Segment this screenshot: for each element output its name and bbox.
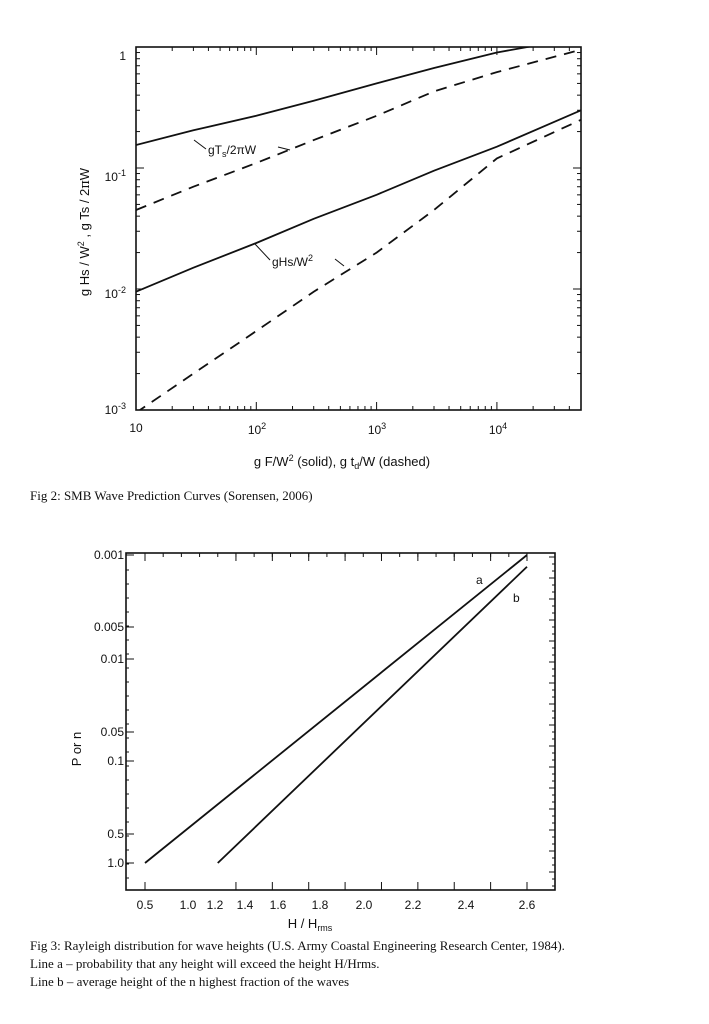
y-tick-label: 1.0 [107, 856, 124, 870]
x-tick-label: 1.4 [236, 898, 254, 912]
x-tick-label: 1.6 [269, 898, 287, 912]
fig3-caption-line: Line b – average height of the n highest fraction of the waves [30, 974, 350, 989]
x-axis-label: H / $H_{rms}$ [287, 916, 333, 933]
y-tick-label: 0.05 [100, 725, 124, 739]
x-tick-label: $10^4$ [488, 421, 508, 437]
fig3-caption-line: Line a – probability that any height will exceed the height H/Hrms. [30, 956, 380, 971]
series-line-a [145, 555, 527, 863]
y-tick-label: $10^{-2}$ [104, 285, 126, 301]
line-label-b: b [513, 591, 520, 605]
series-line-0 [136, 37, 581, 145]
y-tick-label: 0.5 [107, 827, 124, 841]
y-tick-label: 0.001 [93, 548, 124, 562]
x-tick-label: 2.0 [355, 898, 373, 912]
series-line-b [218, 567, 527, 863]
plot-frame [136, 47, 581, 410]
fig2-caption: Fig 2: SMB Wave Prediction Curves (Sorensen, 2006) [30, 488, 313, 503]
y-tick-label: 0.01 [100, 652, 124, 666]
x-tick-label: 1.0 [179, 898, 197, 912]
rayleigh-chart [0, 530, 709, 960]
y-tick-label: 0.005 [93, 620, 124, 634]
curves [136, 37, 581, 412]
y-axis-label: P or n [69, 731, 84, 767]
line-label-a: a [476, 573, 483, 587]
x-tick-label: 1.2 [206, 898, 224, 912]
x-tick-label: 2.2 [404, 898, 422, 912]
x-tick-label: $10^3$ [367, 421, 387, 437]
x-tick-label: 10 [129, 421, 143, 435]
plot-frame [126, 553, 555, 890]
y-tick-label: 0.1 [107, 754, 124, 768]
minor-ticks [136, 47, 581, 410]
x-tick-label: 0.5 [136, 898, 154, 912]
x-tick-label: 2.4 [457, 898, 475, 912]
fig3-caption-line: Fig 3: Rayleigh distribution for wave heights (U.S. Army Coastal Engineering Research Center, 1984). [30, 938, 565, 953]
y-tick-label: $10^{-3}$ [104, 401, 126, 417]
series-line-3 [136, 120, 581, 413]
y-tick-label: $10^{-1}$ [104, 168, 126, 184]
tick-marks [126, 553, 555, 890]
smb-wave-chart [0, 0, 709, 510]
y-tick-label: 1 [119, 49, 126, 63]
fig3-caption [30, 937, 565, 991]
series-line-1 [136, 50, 581, 210]
y-axis-label: g Hs / $W^2$ , g Ts / 2πW [76, 167, 93, 297]
annotation-arrow-height [335, 259, 344, 266]
annotation-height-label: gHs/$W^2$ [272, 253, 314, 269]
annotation-arrow-period [278, 147, 290, 150]
x-tick-label: 1.8 [311, 898, 329, 912]
annotation-leader-period [194, 140, 206, 149]
x-tick-label: 2.6 [518, 898, 536, 912]
x-axis-label: g $F/W^2$ (solid), g $t_d/W$ (dashed) [253, 453, 431, 471]
curves [145, 555, 527, 863]
annotation-period-label: $gT_s/2\pi W$ [208, 143, 257, 159]
annotation-leader-height [255, 244, 270, 260]
x-tick-label: $10^2$ [247, 421, 267, 437]
